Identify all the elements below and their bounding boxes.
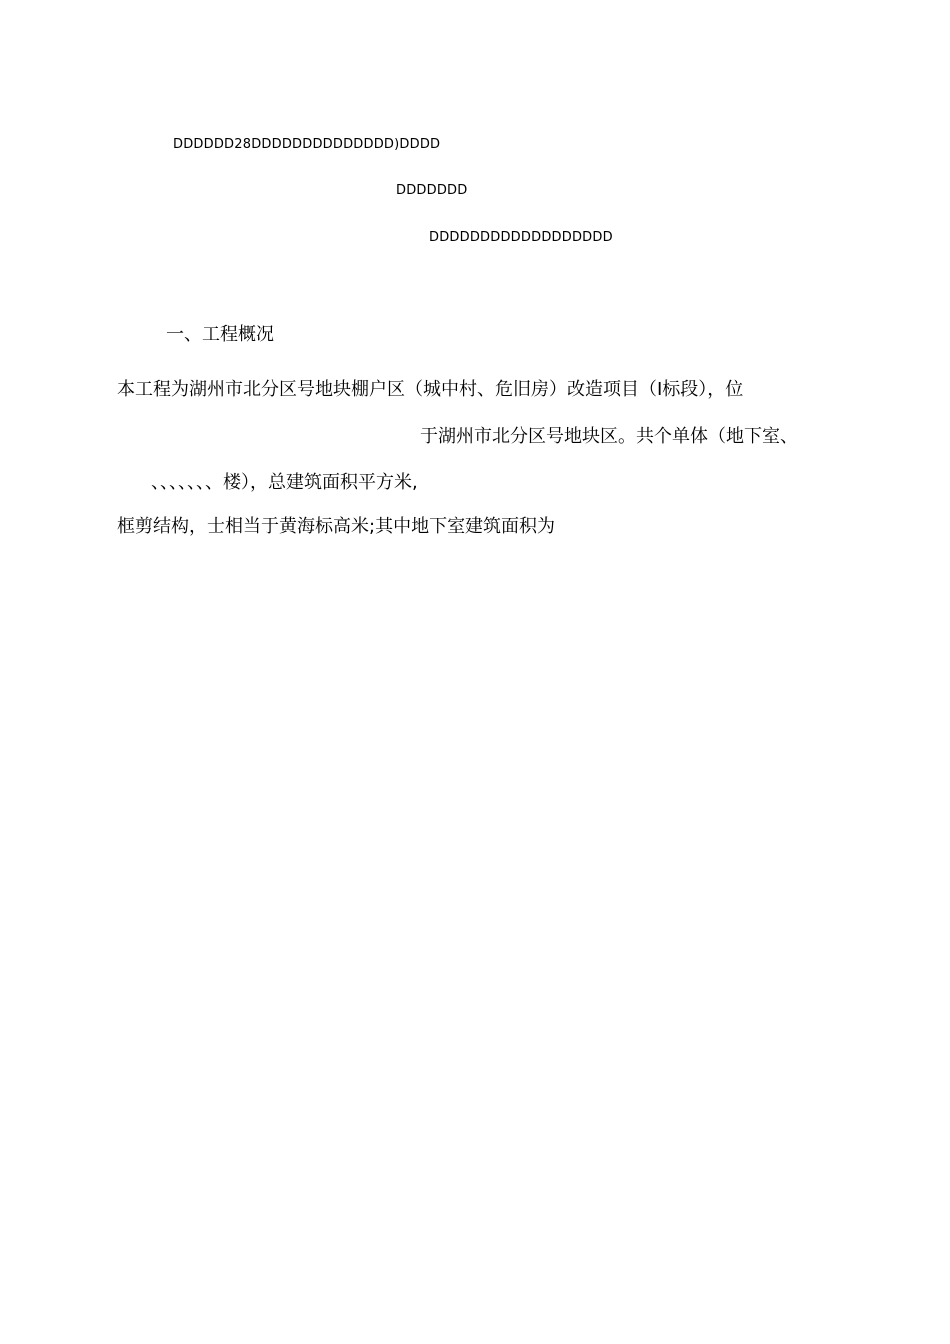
header-garbled-line-2: DDDDDDD — [396, 183, 468, 198]
section-heading: 一、工程概况 — [166, 324, 274, 345]
paragraph-line-2: 于湖州市北分区号地块区。共个单体（地下室、 — [420, 426, 798, 447]
header-garbled-line-1: DDDDDD28DDDDDDDDDDDDDD)DDDD — [173, 137, 441, 152]
paragraph-line-3: 、、、、、、、楼），总建筑面积平方米, — [151, 472, 418, 493]
paragraph-line-1: 本工程为湖州市北分区号地块棚户区（城中村、危旧房）改造项目（Ⅰ标段），位 — [117, 379, 744, 400]
paragraph-line-4: 框剪结构，士相当于黄海标高米;其中地下室建筑面积为 — [117, 516, 556, 537]
header-garbled-line-3: DDDDDDDDDDDDDDDDDD — [429, 230, 613, 245]
